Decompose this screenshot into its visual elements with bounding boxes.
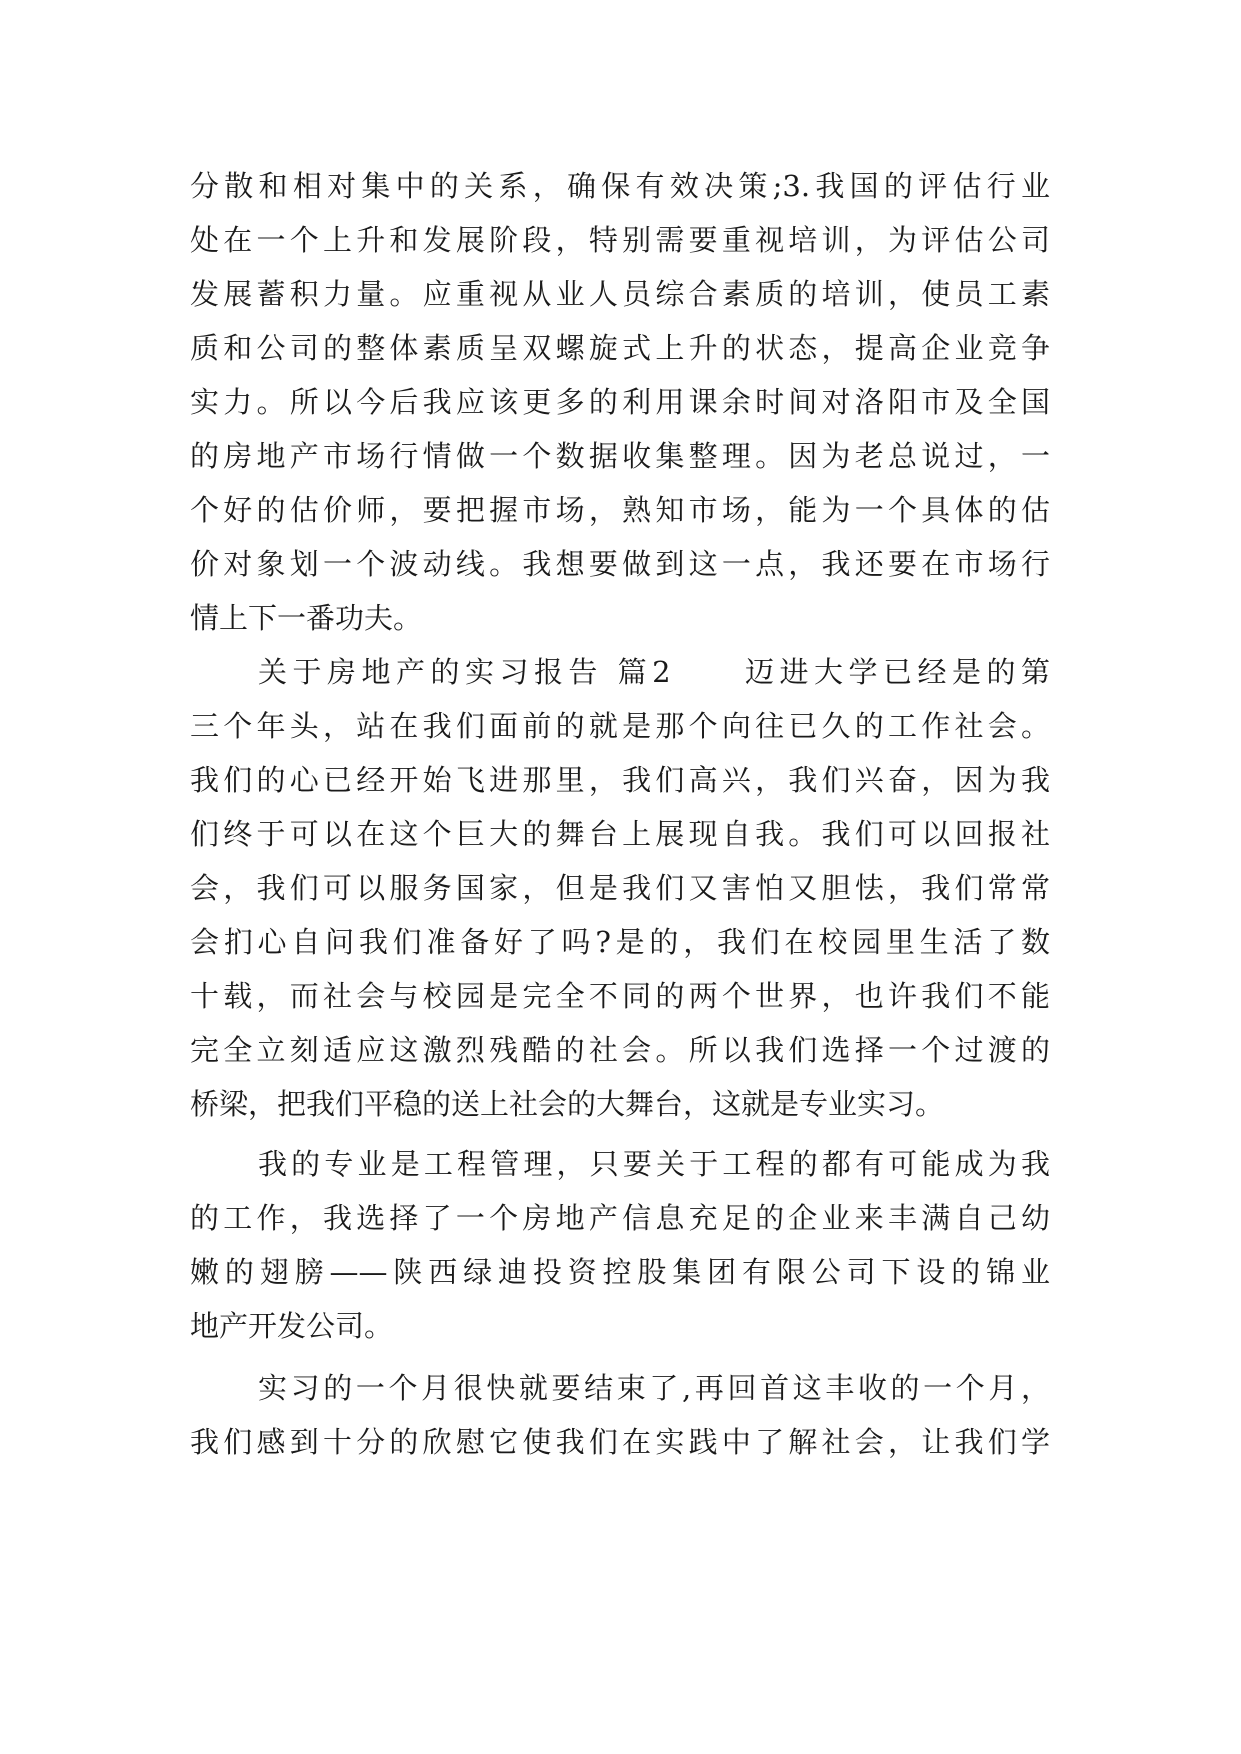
text-line: 分散和相对集中的关系，确保有效决策;3.我国的评估行业 <box>190 169 1050 203</box>
text-line: 十载，而社会与校园是完全不同的两个世界，也许我们不能 <box>190 979 1050 1013</box>
text-line: 地产开发公司。 <box>190 1309 394 1343</box>
text-line: 会，我们可以服务国家，但是我们又害怕又胆怯，我们常常 <box>190 871 1050 905</box>
section-heading-line: 关于房地产的实习报告 篇2 迈进大学已经是的第 <box>258 655 1050 689</box>
text-line: 个好的估价师，要把握市场，熟知市场，能为一个具体的估 <box>190 493 1050 527</box>
text-line: 我们感到十分的欣慰它使我们在实践中了解社会，让我们学 <box>190 1425 1050 1459</box>
text-line: 的房地产市场行情做一个数据收集整理。因为老总说过，一 <box>190 439 1050 473</box>
text-line: 会扪心自问我们准备好了吗?是的，我们在校园里生活了数 <box>190 925 1050 959</box>
text-line: 我的专业是工程管理，只要关于工程的都有可能成为我 <box>258 1147 1050 1181</box>
text-line: 质和公司的整体素质呈双螺旋式上升的状态，提高企业竞争 <box>190 331 1050 365</box>
text-line: 发展蓄积力量。应重视从业人员综合素质的培训，使员工素 <box>190 277 1050 311</box>
text-line: 嫩的翅膀——陕西绿迪投资控股集团有限公司下设的锦业 <box>190 1255 1050 1289</box>
text-line: 们终于可以在这个巨大的舞台上展现自我。我们可以回报社 <box>190 817 1050 851</box>
text-line: 我们的心已经开始飞进那里，我们高兴，我们兴奋，因为我 <box>190 763 1050 797</box>
text-line: 价对象划一个波动线。我想要做到这一点，我还要在市场行 <box>190 547 1050 581</box>
text-line: 处在一个上升和发展阶段，特别需要重视培训，为评估公司 <box>190 223 1050 257</box>
text-line: 实习的一个月很快就要结束了,再回首这丰收的一个月， <box>258 1371 1050 1405</box>
text-line: 的工作，我选择了一个房地产信息充足的企业来丰满自己幼 <box>190 1201 1050 1235</box>
text-line: 实力。所以今后我应该更多的利用课余时间对洛阳市及全国 <box>190 385 1050 419</box>
text-line: 完全立刻适应这激烈残酷的社会。所以我们选择一个过渡的 <box>190 1033 1050 1067</box>
text-line: 三个年头，站在我们面前的就是那个向往已久的工作社会。 <box>190 709 1050 743</box>
text-line: 情上下一番功夫。 <box>190 601 423 635</box>
text-line: 桥梁，把我们平稳的送上社会的大舞台，这就是专业实习。 <box>190 1087 945 1121</box>
